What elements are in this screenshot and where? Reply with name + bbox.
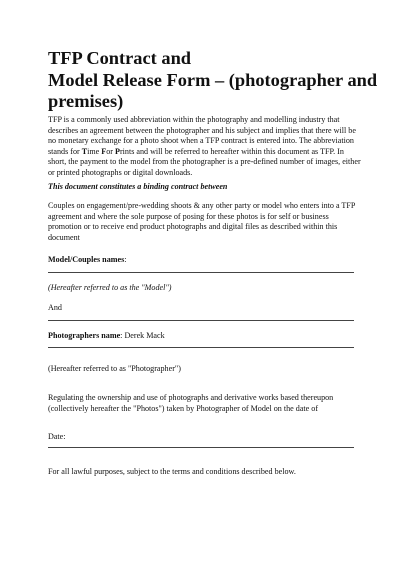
photographer-referred-note: (Hereafter referred to as "Photographer") <box>48 364 181 373</box>
model-names-label: Model/Couples names: <box>48 255 127 264</box>
binding-statement: This document constitutes a binding contract between <box>48 182 228 191</box>
title-line-3: premises) <box>48 91 124 111</box>
photographer-name-label: Photographers name: Derek Mack <box>48 331 165 340</box>
couples-paragraph: Couples on engagement/pre-wedding shoots & any other party or model who enters into a TFP agreement and where the sole purpose of posing for these photos is for self or business promotion or to receive end product photographs and digital files as described within this document <box>48 201 356 242</box>
and-text: And <box>48 303 62 312</box>
intro-paragraph: TFP is a commonly used abbreviation within the photography and modelling industry that describes an agreement between the photographer and his subject and implies that there will be no monetary exchange for a photo shoot when a TFP contract is entered into. The abbreviation stands for Time For Prints and will be referred to hereafter within this document as TFP. In short, the payment to the model from the photographer is a pre-defined number of images, either or printed photographs or digital downloads. <box>48 115 361 177</box>
date-line[interactable] <box>48 447 354 448</box>
photographer-name-line[interactable] <box>48 347 354 348</box>
page-title <box>48 48 377 113</box>
regulating-paragraph: Regulating the ownership and use of photographs and derivative works based thereupon (collectively hereafter the "Photos") taken by Photographer of Model on the date of <box>48 393 334 413</box>
title-line-2: Model Release Form – (photographer and <box>48 69 378 90</box>
model-referred-note: (Hereafter referred to as the "Model") <box>48 283 172 292</box>
and-line[interactable] <box>48 320 354 321</box>
date-label: Date: <box>48 432 66 441</box>
lawful-purposes-text: For all lawful purposes, subject to the terms and conditions described below. <box>48 467 296 476</box>
model-names-line[interactable] <box>48 272 354 273</box>
title-line-1: TFP Contract and <box>48 48 192 68</box>
